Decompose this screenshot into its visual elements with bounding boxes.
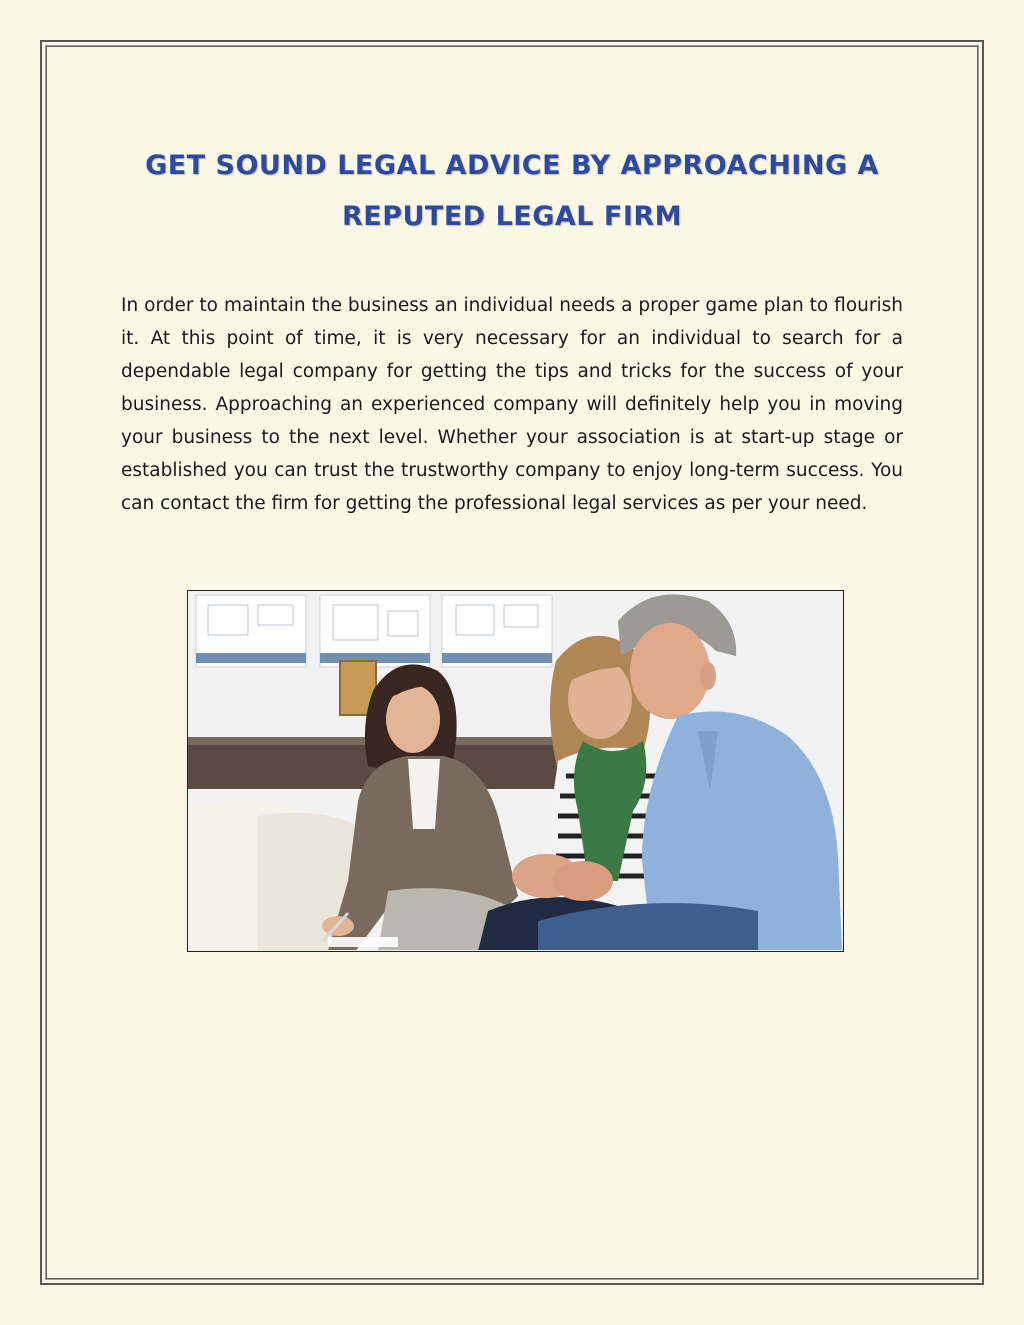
document-title: GET SOUND LEGAL ADVICE BY APPROACHING A REPUTED LEGAL FIRM bbox=[145, 150, 879, 232]
body-paragraph: In order to maintain the business an individual needs a proper game plan to flourish it. At this point of time, it is very necessary for an individual to search for a dependable legal company for getting the tips and tricks for the success of your business. Approaching an experienced company will definitely help you in moving your business to the next level. Whether your association is at start-up stage or established you can trust the trustworthy company to enjoy long-term success. You can contact the firm for getting the professional legal services as per your need. bbox=[121, 295, 903, 514]
consultation-photo bbox=[187, 590, 844, 952]
consultation-illustration bbox=[188, 591, 842, 950]
